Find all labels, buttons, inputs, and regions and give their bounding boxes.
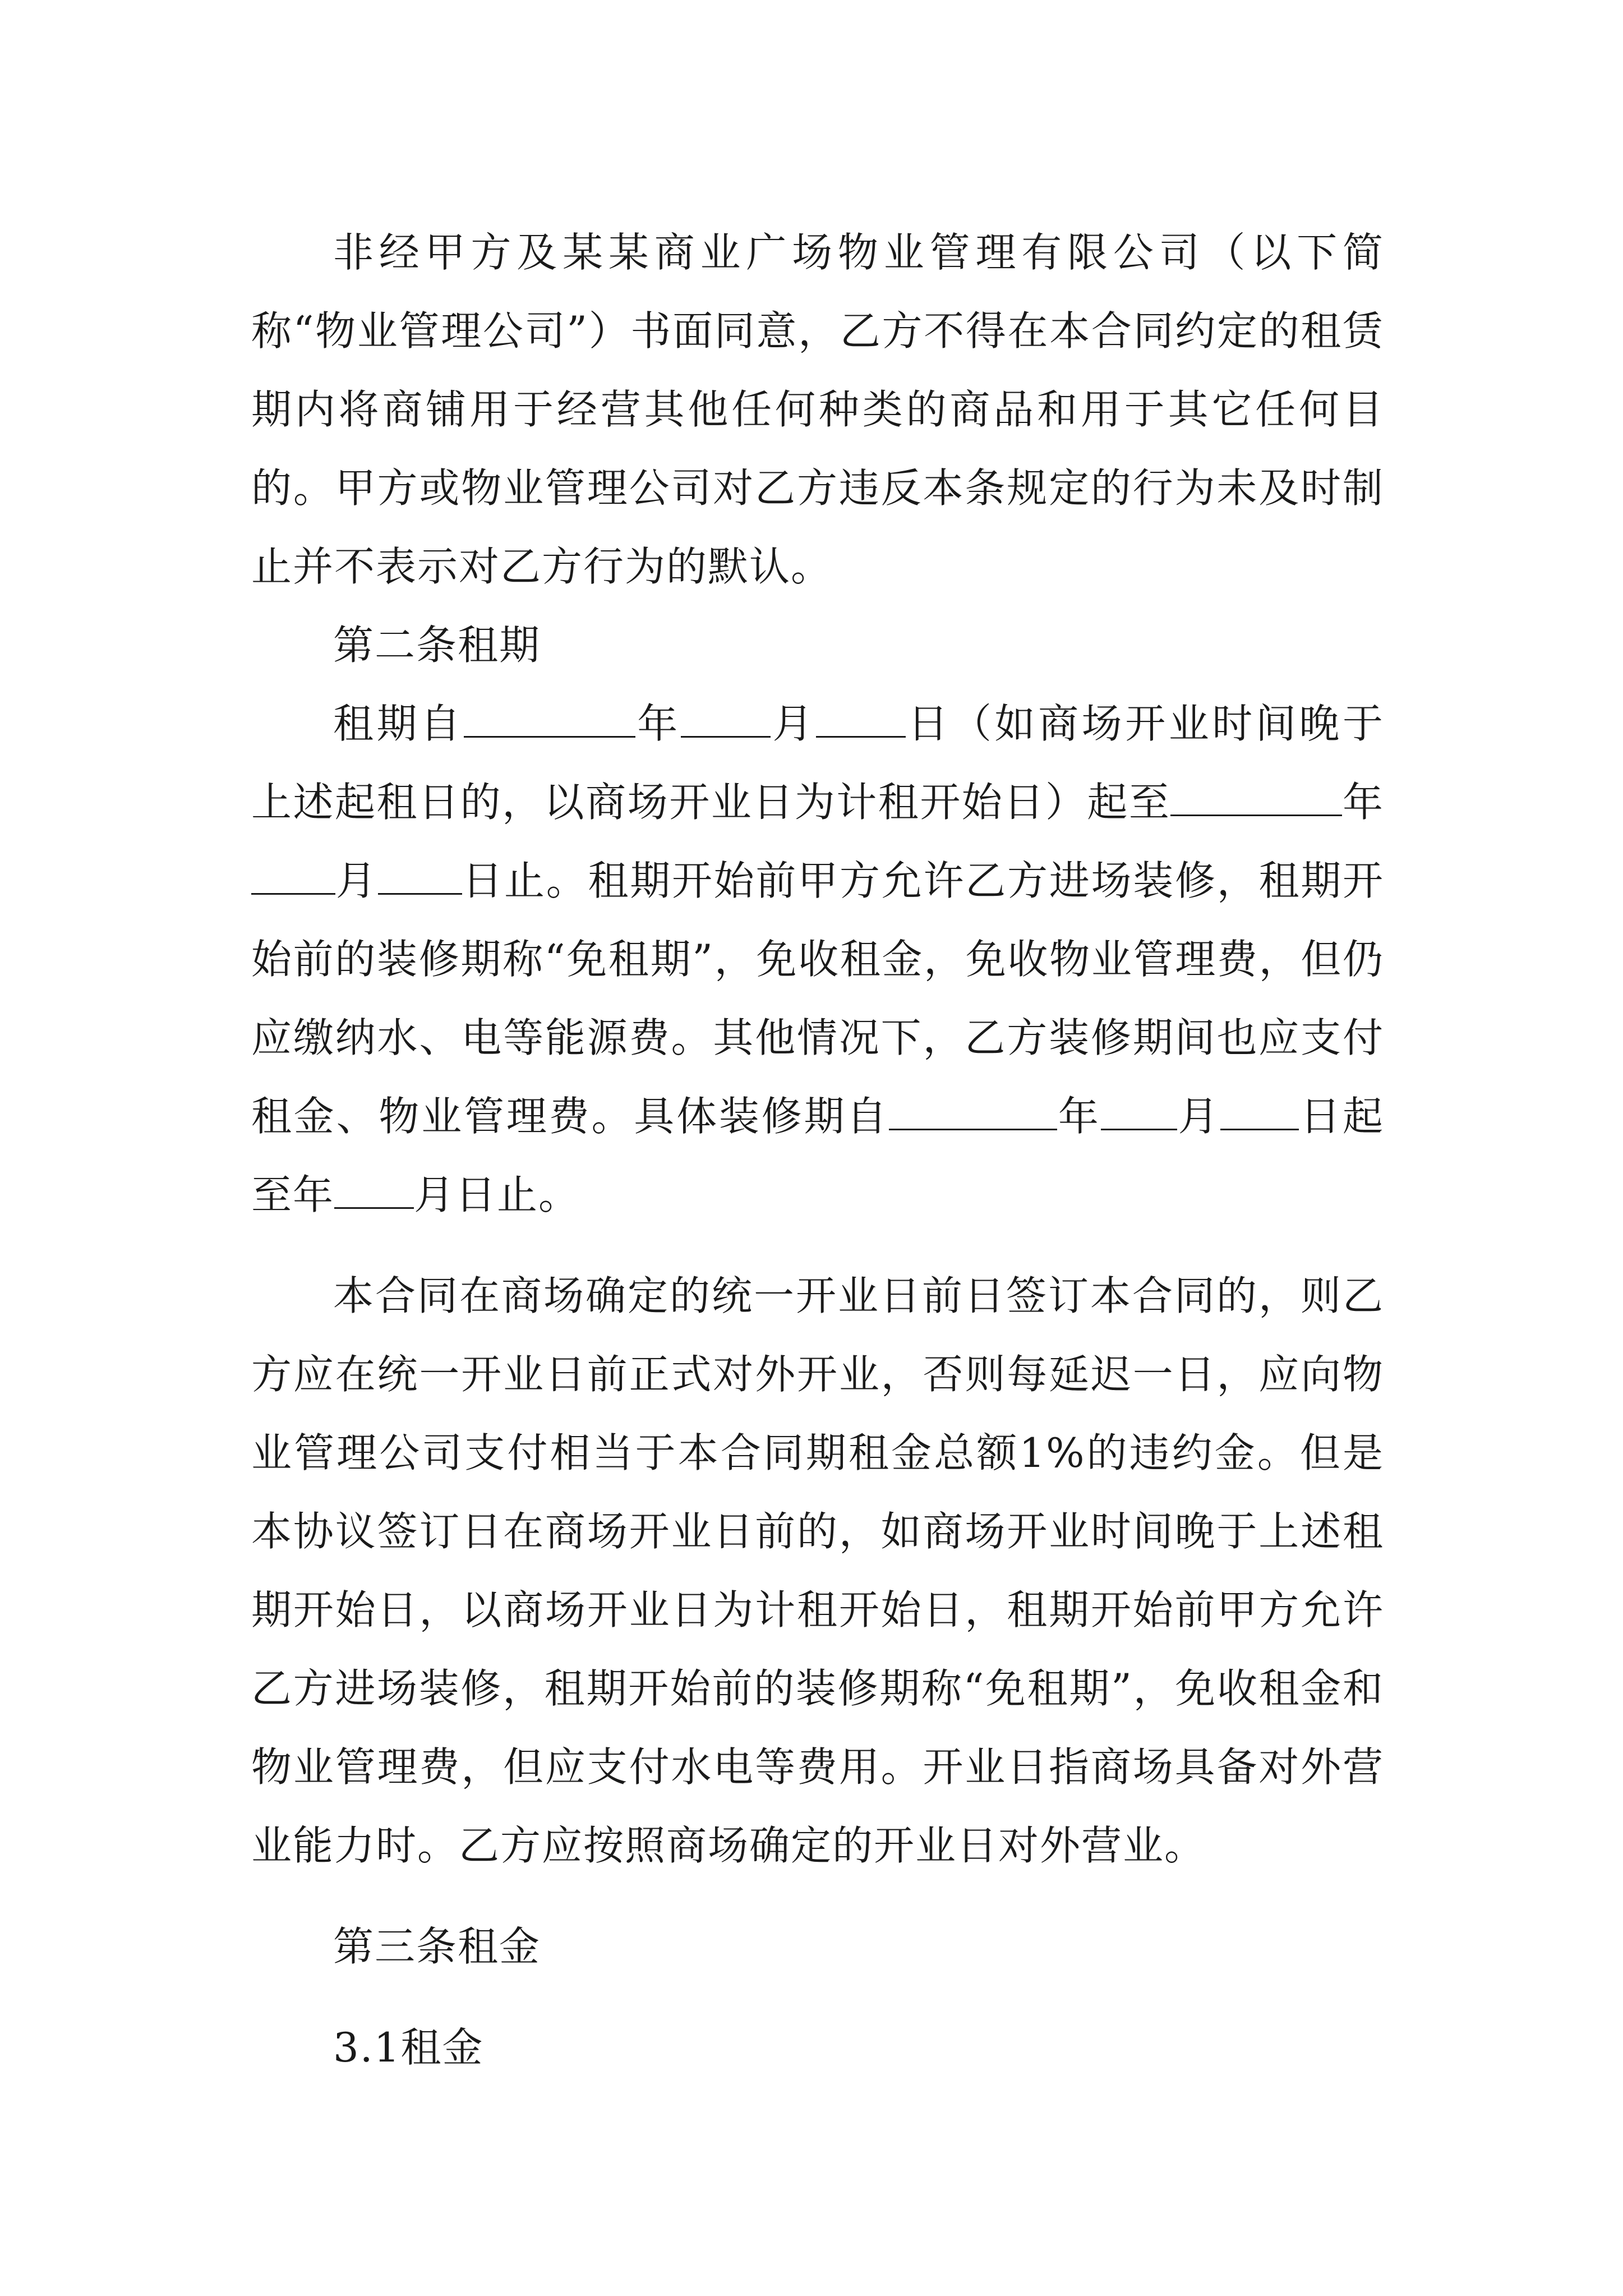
paragraph-lease-term (251, 684, 1384, 1234)
text-segment: 月 (1177, 1093, 1221, 1140)
text-segment: 年 (1057, 1093, 1101, 1140)
heading-article-2-lease-term: 第二条租期 (333, 622, 541, 669)
text-segment: 日（如商场开业时间晚于上述起租日的，以商场开业日为计租开始日）起至 (251, 700, 1384, 826)
text-segment: 日止。租期开始前甲方允许乙方进场装修，租期开始前的装修期称“免租期”，免收租金，免收物业管理费，但仍应缴纳水、电等能源费。其他情况下，乙方装修期间也应支付租金、物业管理费。具体装修期自 (251, 857, 1384, 1140)
subheading-3-1-rent: 3.1租金 (333, 2024, 484, 2071)
text-segment: 月 (335, 857, 378, 904)
text-segment: 月日止。 (414, 1171, 580, 1218)
text-segment: 日起至年 (251, 1093, 1384, 1218)
blank-renovation-day[interactable] (1220, 1096, 1299, 1130)
blank-start-day[interactable] (816, 703, 906, 738)
blank-renovation-end-month[interactable] (334, 1175, 414, 1209)
text-segment: 年 (1342, 779, 1384, 826)
blank-end-month[interactable] (251, 861, 335, 895)
heading-article-3-rent: 第三条租金 (333, 1923, 541, 1970)
blank-renovation-month[interactable] (1101, 1096, 1177, 1130)
paragraph-usage-restriction: 非经甲方及某某商业广场物业管理有限公司（以下简称“物业管理公司”）书面同意，乙方不得在本合同约定的租赁期内将商铺用于经营其他任何种类的商品和用于其它任何目的。甲方或物业管理公司对乙方违反本条规定的行为未及时制止并不表示对乙方行为的默认。 (251, 229, 1384, 590)
blank-renovation-year[interactable] (889, 1096, 1057, 1130)
text-segment: 月 (770, 700, 816, 747)
blank-start-year[interactable] (464, 703, 635, 738)
document-page (251, 213, 1384, 2087)
blank-end-day[interactable] (378, 861, 462, 895)
text-segment: 租期自 (333, 700, 464, 747)
blank-end-year[interactable] (1170, 782, 1342, 816)
blank-start-month[interactable] (681, 703, 771, 738)
text-segment: 年 (635, 700, 681, 747)
paragraph-opening-date: 本合同在商场确定的统一开业日前日签订本合同的，则乙方应在统一开业日前正式对外开业，否则每延迟一日，应向物业管理公司支付相当于本合同期租金总额1%的违约金。但是本协议签订日在商场开业日前的，如商场开业时间晚于上述租期开始日，以商场开业日为计租开始日，租期开始前甲方允许乙方进场装修，租期开始前的装修期称“免租期”，免收租金和物业管理费，但应支付水电等费用。开业日指商场具备对外营业能力时。乙方应按照商场确定的开业日对外营业。 (251, 1272, 1384, 1869)
